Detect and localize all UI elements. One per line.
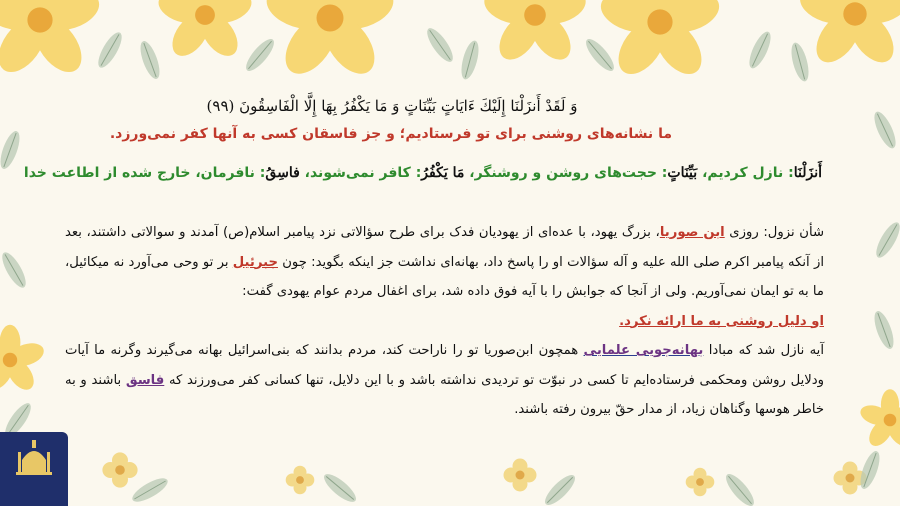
verse-translation: ما نشانه‌های روشنی برای تو فرستادیم؛ و جز فاسقان کسی به آنها کفر نمی‌ورزد. [109, 126, 672, 142]
mosque-dome-icon [14, 438, 54, 478]
highlight-fasiq: فاسق [125, 372, 165, 388]
highlight-quote: او دلیل روشنی به ما ارائه نکرد. [619, 313, 824, 329]
slide-content [20, 0, 872, 506]
vocabulary-line [23, 165, 822, 181]
para2-text-a: آیه نازل شد که مبادا [703, 343, 824, 358]
vocab-word-1: أَنزَلْنَا [793, 165, 822, 181]
quran-verse: وَ لَقَدْ أَنزَلْنَا إِلَيْكَ ءَايَاتٍ بَيِّنَاتٍ وَ مَا يَكْفُرُ بِهَا إِلَّا الْفَاسِقُونَ (٩٩) [206, 97, 578, 115]
occasion-of-revelation-text [65, 218, 824, 425]
vocab-word-2: بَيِّنَاتٍ [667, 165, 698, 181]
vocab-word-4: فاسِقُ [265, 165, 300, 181]
highlight-jibril: جبرئیل [232, 254, 278, 270]
para1-text-a: شأن نزول: روزی [724, 225, 825, 240]
institution-logo [0, 432, 68, 506]
para2-text-b: همچون ابن‌صوریا تو را ناراحت کند، مردم بدانند که بنی‌اسرائیل بهانه می‌گیرند وگرنه ما آیات ودلایل روشن ومحکمی فرستاده‌ایم تا کسی در نبوّت تو تردیدی نداشته باشد و با این دلایل، تنها کسانی کفر می‌ورزند که [65, 343, 824, 388]
highlight-ibn-suriya: ابن صوریا [659, 225, 725, 240]
para1-text-b: ، بزرگ یهود، با عده‌ای از یهودیان فدک برای طرح سؤالاتی نزد پیامبر اسلام(ص) آمدند و سوالاتی داشتند، بعد از آنکه پیامبر اکرم صلی الله علیه و آله سؤالات او را پاسخ داد، بهانه‌ای نداشت جز اینکه بگوید: چون [65, 225, 824, 270]
vocab-word-3: مَا يَكْفُرُ [421, 165, 465, 181]
para1-text-c: بر تو وحی می‌آورد نه میکائیل، ما به تو ایمان نمی‌آوریم. ولی از آنجا که جوابش را با آیه فوق داده شد، برای اغفال مردم عوام یهودی گفت: [65, 254, 824, 299]
vocab-meaning-2: : حجت‌های روشن و روشنگر، [469, 165, 668, 181]
highlight-scholars-excuse: بهانه‌جویی علمایی [583, 343, 704, 358]
para2-text-c: باشند و به خاطر هوسها وگناهان زیاد، از مدار حقّ بیرون رفته باشند. [65, 372, 824, 417]
vocab-meaning-4: : نافرمان، خارج شده از اطاعت خدا [23, 165, 266, 181]
vocab-meaning-1: : نازل کردیم، [702, 165, 794, 181]
vocab-meaning-3: : کافر نمی‌شوند، [304, 165, 422, 181]
